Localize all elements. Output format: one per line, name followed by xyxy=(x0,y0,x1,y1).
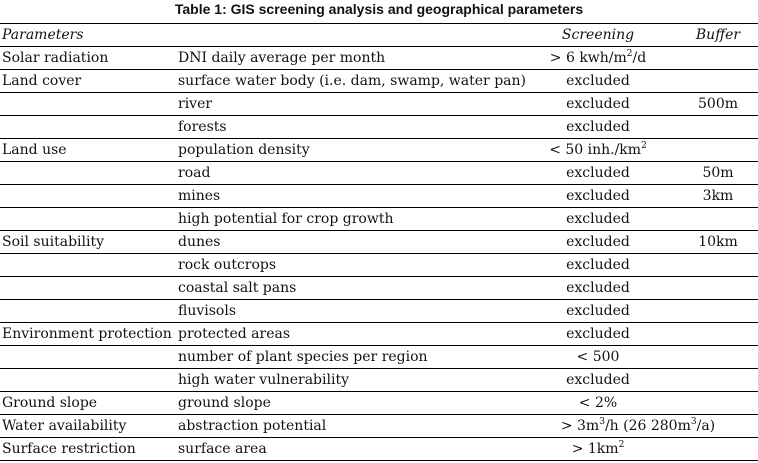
table-caption: Table 1: GIS screening analysis and geographical parameters xyxy=(174,1,584,17)
criterion-cell: ground slope xyxy=(178,392,518,415)
param-cell xyxy=(0,162,178,185)
buffer-cell xyxy=(678,300,758,323)
criterion-cell: rock outcrops xyxy=(178,254,518,277)
criterion-cell: mines xyxy=(178,185,518,208)
table-row xyxy=(0,208,758,231)
buffer-cell: 500m xyxy=(678,93,758,116)
buffer-cell: 10km xyxy=(678,231,758,254)
param-cell: Water availability xyxy=(0,415,178,438)
screening-cell: excluded xyxy=(518,93,678,116)
screening-cell: < 50 $inh./km^2$ xyxy=(518,139,678,162)
buffer-cell xyxy=(678,139,758,162)
header-screening: Screening xyxy=(518,24,678,47)
criterion-cell: number of plant species per region xyxy=(178,346,518,369)
param-cell xyxy=(0,369,178,392)
screening-cell: excluded xyxy=(518,231,678,254)
criterion-cell: river xyxy=(178,93,518,116)
table-row xyxy=(0,70,758,93)
screening-cell: < 2% xyxy=(518,392,678,415)
screening-cell: excluded xyxy=(518,185,678,208)
param-cell: Ground slope xyxy=(0,392,178,415)
criterion-cell: dunes xyxy=(178,231,518,254)
screening-cell: excluded xyxy=(518,116,678,139)
param-cell xyxy=(0,346,178,369)
buffer-cell xyxy=(678,47,758,70)
table-row xyxy=(0,231,758,254)
table-header-row xyxy=(0,24,758,47)
table-row xyxy=(0,392,758,415)
screening-span-cell: > $3m^3/h$ (26 $280m^3/a$) xyxy=(518,415,758,438)
table-row xyxy=(0,346,758,369)
header-criterion xyxy=(178,24,518,47)
param-cell xyxy=(0,185,178,208)
table-row xyxy=(0,323,758,346)
screening-cell: > 6 kwh/$m^2/d$ xyxy=(518,47,678,70)
screening-cell: excluded xyxy=(518,208,678,231)
param-cell: Land cover xyxy=(0,70,178,93)
buffer-cell xyxy=(678,208,758,231)
gis-parameters-table xyxy=(0,23,758,461)
buffer-cell xyxy=(678,369,758,392)
screening-cell: excluded xyxy=(518,369,678,392)
param-cell: Soil suitability xyxy=(0,231,178,254)
header-buffer: Buffer xyxy=(678,24,758,47)
table-row xyxy=(0,93,758,116)
criterion-cell: high water vulnerability xyxy=(178,369,518,392)
buffer-cell: 50m xyxy=(678,162,758,185)
table-row xyxy=(0,116,758,139)
table-row xyxy=(0,277,758,300)
screening-cell: excluded xyxy=(518,254,678,277)
criterion-cell: DNI daily average per month xyxy=(178,47,518,70)
criterion-cell: high potential for crop growth xyxy=(178,208,518,231)
buffer-cell xyxy=(678,254,758,277)
buffer-cell xyxy=(678,438,758,461)
criterion-cell: protected areas xyxy=(178,323,518,346)
table-row xyxy=(0,369,758,392)
screening-cell: excluded xyxy=(518,323,678,346)
header-parameters: Parameters xyxy=(0,24,178,47)
screening-cell: < 500 xyxy=(518,346,678,369)
criterion-cell: abstraction potential xyxy=(178,415,518,438)
buffer-cell xyxy=(678,392,758,415)
table-row xyxy=(0,185,758,208)
criterion-cell: fluvisols xyxy=(178,300,518,323)
criterion-cell: coastal salt pans xyxy=(178,277,518,300)
param-cell xyxy=(0,300,178,323)
param-cell xyxy=(0,254,178,277)
screening-cell: excluded xyxy=(518,277,678,300)
table-row xyxy=(0,162,758,185)
screening-cell: excluded xyxy=(518,300,678,323)
param-cell: Land use xyxy=(0,139,178,162)
screening-cell: excluded xyxy=(518,70,678,93)
buffer-cell xyxy=(678,116,758,139)
screening-cell: excluded xyxy=(518,162,678,185)
param-cell xyxy=(0,116,178,139)
table-row xyxy=(0,438,758,461)
criterion-cell: forests xyxy=(178,116,518,139)
param-cell xyxy=(0,208,178,231)
criterion-cell: road xyxy=(178,162,518,185)
screening-cell: > $1km^2$ xyxy=(518,438,678,461)
criterion-cell: population density xyxy=(178,139,518,162)
buffer-cell xyxy=(678,346,758,369)
table-row xyxy=(0,300,758,323)
param-cell xyxy=(0,277,178,300)
param-cell: Environment protection xyxy=(0,323,178,346)
table-row xyxy=(0,139,758,162)
buffer-cell xyxy=(678,277,758,300)
param-cell: Surface restriction xyxy=(0,438,178,461)
table-row xyxy=(0,47,758,70)
buffer-cell: 3km xyxy=(678,185,758,208)
table-row xyxy=(0,415,758,438)
param-cell: Solar radiation xyxy=(0,47,178,70)
buffer-cell xyxy=(678,70,758,93)
criterion-cell: surface area xyxy=(178,438,518,461)
table-row xyxy=(0,254,758,277)
criterion-cell: surface water body (i.e. dam, swamp, water pan) xyxy=(178,70,518,93)
param-cell xyxy=(0,93,178,116)
buffer-cell xyxy=(678,323,758,346)
